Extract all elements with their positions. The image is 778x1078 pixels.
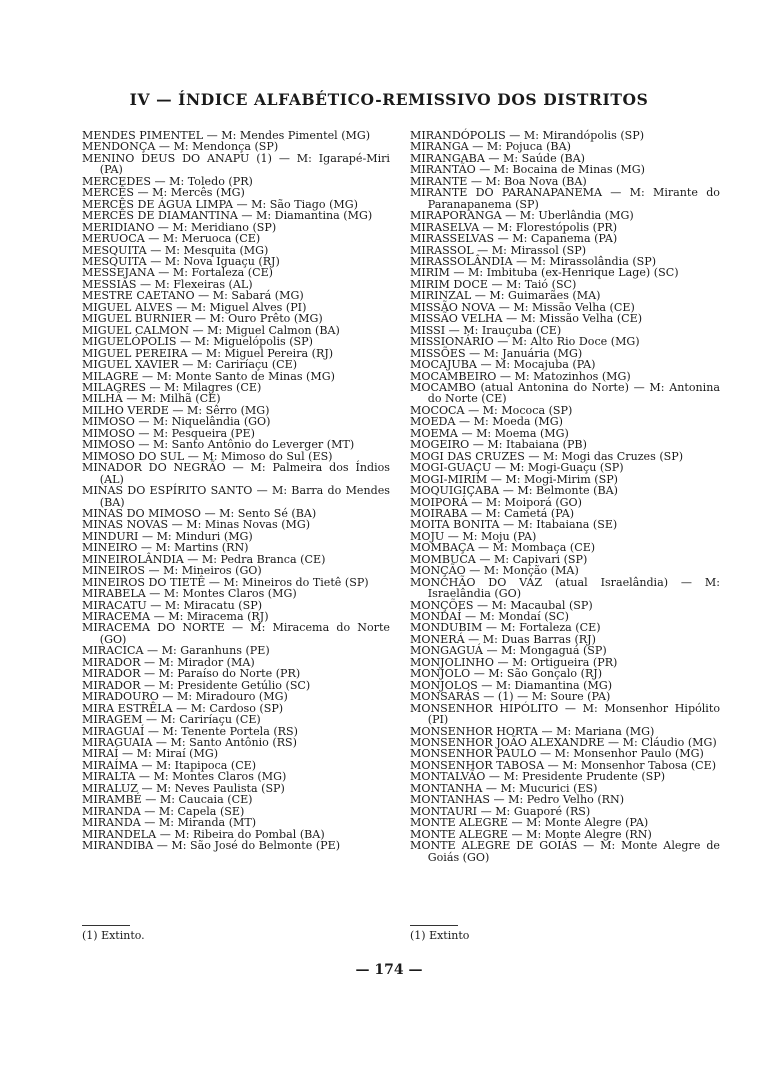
index-entry: MIRALTA — M: Montes Claros (MG) [82, 770, 287, 784]
index-entry: MIRAÍMA — M: Itapipoca (CE) [82, 758, 257, 772]
index-entry: MESSEJANA — M: Fortaleza (CE) [82, 266, 273, 280]
index-entry: MILHÃ — M: Milhã (CE) [82, 392, 221, 406]
index-entry: MIRAGEM — M: Cariríaçu (CE) [82, 713, 261, 727]
right-column [410, 130, 720, 863]
index-entry: MIRADOR — M: Mirador (MA) [82, 655, 255, 669]
index-entry: MONJOLO — M: São Gonçalo (RJ) [410, 667, 603, 681]
index-entry: MIGUEL CALMON — M: Miguel Calmon (BA) [82, 323, 340, 337]
index-entry: MIRANDIBA — M: São José do Belmonte (PE) [82, 839, 341, 853]
index-entry: MONSENHOR PAULO — M: Monsenhor Paulo (MG) [410, 747, 704, 761]
index-entry: MERCEDES — M: Toledo (PR) [82, 174, 253, 188]
index-entry: MISSÃO NOVA — M: Missão Velha (CE) [410, 300, 635, 314]
index-entry: MERCÊS — M: Mercês (MG) [82, 186, 245, 200]
index-entry: MERCÊS DE DIAMANTINA — M: Diamantina (MG) [82, 209, 373, 223]
index-entry: MIRANDÓPOLIS — M: Mirandópolis (SP) [410, 129, 645, 142]
index-entry: MIMOSO DO SUL — M: Mimoso do Sul (ES) [82, 449, 333, 463]
index-entry: MILHO VERDE — M: Sêrro (MG) [82, 403, 270, 417]
index-entry: MONERÁ — M: Duas Barras (RJ) [410, 632, 596, 646]
index-entry: MONSENHOR HIPÓLITO — M: Monsenhor Hipólito (PI) [410, 701, 720, 727]
index-entry: MIRAGUAIA — M: Santo Antônio (RS) [82, 736, 297, 750]
index-entry: MONSARÁS — (1) — M: Soure (PA) [410, 690, 611, 704]
index-entry: MISSÕES — M: Januária (MG) [410, 346, 583, 360]
index-entry: MIRA ESTRÊLA — M: Cardoso (SP) [82, 701, 284, 715]
index-entry: MONTE ALEGRE — M: Monte Alegre (RN) [410, 827, 652, 841]
index-entry: MONTE ALEGRE DE GOIÁS — M: Monte Alegre de Goiás (GO) [410, 839, 720, 864]
index-entry: MIRALUZ — M: Neves Paulista (SP) [82, 781, 285, 795]
index-entry: MERIDIANO — M: Meridiano (SP) [82, 220, 277, 234]
index-entry: MIRADOR — M: Paraíso do Norte (PR) [82, 667, 301, 681]
index-entry: MILAGRES — M: Milagres (CE) [82, 380, 262, 394]
index-entry: MOGI DAS CRUZES — M: Mogi das Cruzes (SP) [410, 449, 684, 463]
index-entry: MESSIAS — M: Flexeiras (AL) [82, 277, 253, 291]
index-entry: MONGAGUÁ — M: Mongaguá (SP) [410, 644, 607, 658]
page-title: IV — ÍNDICE ALFABÉTICO-REMISSIVO DOS DISTRITOS [129, 90, 649, 109]
index-entry: MIRANTE — M: Boa Nova (BA) [410, 174, 587, 188]
index-entry: MONDAÍ — M: Mondaí (SC) [410, 610, 569, 624]
index-entry: MOCAJUBA — M: Mocajuba (PA) [410, 358, 596, 372]
index-entry: MIGUEL ALVES — M: Miguel Alves (PI) [82, 300, 307, 314]
index-entry: MINEIROLÂNDIA — M: Pedra Branca (CE) [82, 552, 326, 566]
index-entry: MOCAMBEIRO — M: Matozinhos (MG) [410, 369, 631, 383]
index-entry: MINAS NOVAS — M: Minas Novas (MG) [82, 518, 311, 532]
index-entry: MINEIROS DO TIETÊ — M: Mineiros do Tietê (SP) [82, 575, 369, 589]
index-entry: MIRACEMA DO NORTE — M: Miracema do Norte (GO) [82, 621, 390, 646]
index-entry: MOJU — M: Moju (PA) [410, 529, 537, 543]
index-entry: MISSIONÁRIO — M: Alto Rio Doce (MG) [410, 335, 640, 349]
index-entry: MOCAMBO (atual Antonina do Norte) — M: Antonina do Norte (CE) [410, 380, 720, 406]
index-entry: MONTANHA — M: Mucurici (ES) [410, 781, 598, 795]
index-entry: MOEDA — M: Moeda (MG) [410, 415, 563, 429]
index-entry: MENINO DEUS DO ANAPU (1) — M: Igarapé-Miri (PA) [82, 151, 390, 177]
footnote-divider [82, 925, 130, 926]
index-entry: MIRASSOLÂNDIA — M: Mirassolândia (SP) [410, 254, 657, 268]
index-entry: MIRANDA — M: Capela (SE) [82, 804, 245, 818]
index-entry: MONCHÃO DO VAZ (atual Israelândia) — M: Israelândia (GO) [410, 575, 720, 601]
index-entry: MISSI — M: Irauçuba (CE) [410, 323, 562, 337]
index-entry: MIGUEL BURNIER — M: Ouro Prêto (MG) [82, 312, 323, 326]
index-entry: MIRASELVA — M: Florestópolis (PR) [410, 220, 618, 234]
index-entry: MENDONÇA — M: Mendonça (SP) [82, 140, 279, 154]
index-entry: MIRAMBÉ — M: Caucaia (CE) [82, 793, 253, 807]
index-entry: MIRAPORANGA — M: Uberlândia (MG) [410, 209, 634, 223]
index-entry: MOMBUCA — M: Capivari (SP) [410, 552, 588, 566]
index-entry: MONTE ALEGRE — M: Monte Alegre (PA) [410, 816, 649, 830]
index-entry: MIRANDA — M: Miranda (MT) [82, 816, 257, 830]
index-entry: MIGUEL PEREIRA — M: Miguel Pereira (RJ) [82, 346, 334, 360]
index-entry: MIRIM — M: Imbituba (ex-Henrique Lage) (SC) [410, 266, 679, 280]
index-entry: MOMBAÇA — M: Mombaça (CE) [410, 541, 596, 555]
index-entry: MIRANGABA — M: Saúde (BA) [410, 151, 585, 165]
index-entry: MOGI-MIRIM — M: Mogi-Mirim (SP) [410, 472, 619, 486]
left-column [82, 130, 390, 852]
index-entry: MIRANDELA — M: Ribeira do Pombal (BA) [82, 827, 325, 841]
index-entry: MONTALVÃO — M: Presidente Prudente (SP) [410, 770, 666, 784]
index-entry: MINEIROS — M: Mineiros (GO) [82, 564, 262, 578]
index-entry: MIRADOURO — M: Miradouro (MG) [82, 690, 288, 704]
index-entry: MIMOSO — M: Niquelândia (GO) [82, 415, 271, 429]
index-entry: MIGUELÓPOLIS — M: Miguelópolis (SP) [82, 335, 313, 349]
index-entry: MIRANTÃO — M: Bocaina de Minas (MG) [410, 163, 645, 177]
index-entry: MIRAGUAÍ — M: Tenente Portela (RS) [82, 724, 298, 738]
index-entry: MOGI-GUAÇU — M: Mogi-Guaçu (SP) [410, 461, 624, 475]
index-entry: MONÇÕES — M: Macaubal (SP) [410, 598, 593, 612]
index-entry: MIRASSELVAS — M: Capanema (PA) [410, 232, 618, 246]
index-entry: MONSENHOR HORTA — M: Mariana (MG) [410, 724, 655, 738]
index-entry: MOGEIRO — M: Itabaiana (PB) [410, 438, 587, 452]
index-entry: MONJOLOS — M: Diamantina (MG) [410, 678, 613, 692]
index-entry: MESQUITA — M: Nova Iguaçu (RJ) [82, 254, 280, 268]
index-entry: MESTRE CAETANO — M: Sabará (MG) [82, 289, 304, 303]
index-entry: MIRIM DOCE — M: Taió (SC) [410, 277, 577, 291]
footnote: (1) Extinto [410, 929, 470, 942]
index-entry: MINAS DO MIMOSO — M: Sento Sé (BA) [82, 506, 317, 520]
index-entry: MIMOSO — M: Pesqueira (PE) [82, 426, 255, 440]
index-entry: MOEMA — M: Moema (MG) [410, 426, 569, 440]
index-entry: MOQUIGIÇABA — M: Belmonte (BA) [410, 484, 618, 498]
index-entry: MONJOLINHO — M: Ortigueira (PR) [410, 655, 618, 669]
index-entry: MOITA BONITA — M: Itabaiana (SE) [410, 518, 618, 532]
index-entry: MENDES PIMENTEL — M: Mendes Pimentel (MG) [82, 129, 371, 142]
index-entry: MINDURI — M: Minduri (MG) [82, 529, 253, 543]
index-entry: MIRADOR — M: Presidente Getúlio (SC) [82, 678, 311, 692]
index-entry: MIRANTE DO PARANAPANEMA — M: Mirante do Paranapanema (SP) [410, 186, 720, 211]
index-entry: MIRACATU — M: Miracatu (SP) [82, 598, 263, 612]
index-entry: MINAS DO ESPÍRITO SANTO — M: Barra do Mendes (BA) [82, 484, 390, 509]
index-entry: MIRACICA — M: Garanhuns (PE) [82, 644, 270, 658]
index-entry: MONTAURI — M: Guaporé (RS) [410, 804, 591, 818]
index-entry: MIMOSO — M: Santo Antônio do Leverger (MT) [82, 438, 355, 452]
index-entry: MINADOR DO NEGRÃO — M: Palmeira dos Índios (AL) [82, 461, 390, 486]
index-entry: MONSENHOR TABOSA — M: Monsenhor Tabosa (CE) [410, 758, 717, 772]
index-entry: MONTANHAS — M: Pedro Velho (RN) [410, 793, 625, 807]
index-entry: MONÇÃO — M: Monção (MA) [410, 564, 579, 578]
index-entry: MIRINZAL — M: Guimarães (MA) [410, 289, 601, 303]
page-number: — 174 — [355, 962, 423, 978]
index-entry: MIRAÍ — M: Miraí (MG) [82, 747, 219, 761]
index-entry: MIRANGA — M: Pojuca (BA) [410, 140, 571, 154]
index-entry: MILAGRE — M: Monte Santo de Minas (MG) [82, 369, 335, 383]
footnote-divider [410, 925, 458, 926]
index-entry: MIGUEL XAVIER — M: Cariríaçu (CE) [82, 358, 298, 372]
index-entry: MONDUBIM — M: Fortaleza (CE) [410, 621, 601, 635]
index-entry: MIRACEMA — M: Miracema (RJ) [82, 610, 269, 624]
index-entry: MINEIRO — M: Martins (RN) [82, 541, 249, 555]
index-entry: MONSENHOR JOÃO ALEXANDRE — M: Cláudio (MG) [410, 736, 717, 750]
index-entry: MOIPORÁ — M: Moiporá (GO) [410, 495, 582, 509]
index-entry: MERCÊS DE ÁGUA LIMPA — M: São Tiago (MG) [82, 197, 358, 211]
index-entry: MISSÃO VELHA — M: Missão Velha (CE) [410, 312, 643, 326]
index-entry: MOIRABA — M: Cametá (PA) [410, 506, 575, 520]
index-entry: MIRASSOL — M: Mirassol (SP) [410, 243, 587, 257]
index-entry: MOCOCA — M: Mococa (SP) [410, 403, 573, 417]
index-entry: MESQUITA — M: Mesquita (MG) [82, 243, 269, 257]
footnote: (1) Extinto. [82, 929, 145, 942]
index-entry: MIRABELA — M: Montes Claros (MG) [82, 587, 297, 601]
index-entry: MERUOCA — M: Meruoca (CE) [82, 232, 261, 246]
